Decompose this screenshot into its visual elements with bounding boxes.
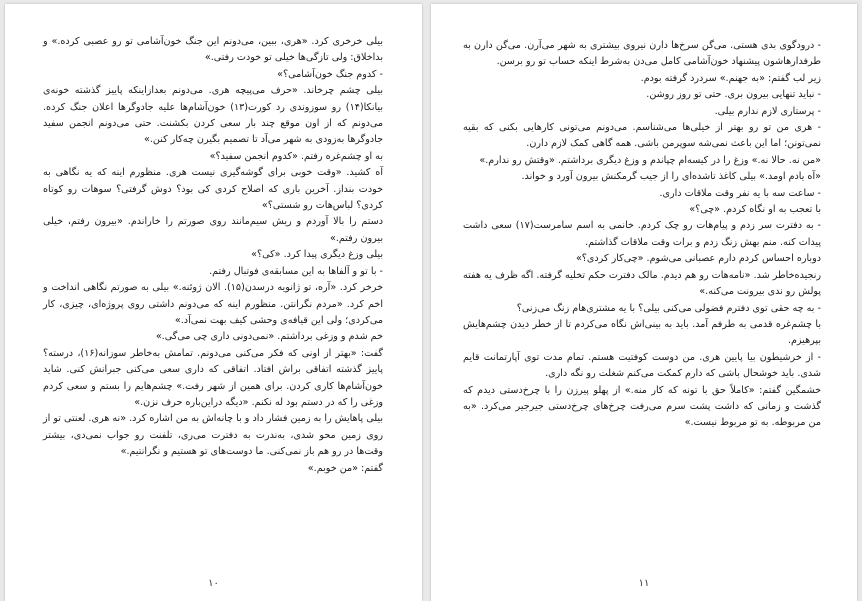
right-page [431, 4, 857, 601]
paragraph: - نباید تنهایی بیرون بری. حتی تو روز روشن. [646, 89, 821, 101]
paragraph: دوباره احساس کردم دارم عصبانی می‌شوم. «چی‌کار کردی؟» [575, 253, 821, 265]
right-page-text [463, 38, 821, 432]
paragraph: دستم را بالا آوردم و ریش سیم‌مانند روی صورتم را خاراندم. «بیرون رفتم، خیلی بیرون رفتم.» [43, 216, 383, 244]
paragraph: بیلی پاهایش را به زمین فشار داد و با چانه‌اش به من اشاره کرد. «نه هری. لعنتی تو از روی زمین محو شدی، به‌ندرت به دفترت می‌ری، تلفنت رو جواب نمی‌دی، بیشتر وقت‌ها در رو هم باز نمی‌کنی. ما دوست‌های تو هستیم و نگرانتیم.» [43, 413, 383, 458]
paragraph: - پرستاری لازم ندارم بیلی. [714, 105, 821, 117]
paragraph: بیلی چشم چرخاند. «حرف می‌پیچه هری. می‌دونم بعدازاینکه پاییز گذشته خونه‌ی بیانکا(۱۴) رو سوزوندی رد کورت(۱۳) خون‌آشام‌ها علیه جادوگرها اعلان جنگ کرده. می‌دونم که از اون موقع چند بار سعی کردن بکشنت. حتی می‌دونم انجمن سفید جادوگرها به‌زودی به شهر می‌آد تا تصمیم بگیرن چه‌کار کنن.» [43, 85, 383, 146]
paragraph: بیلی خرخری کرد. «هری، ببین، می‌دونم این جنگ خون‌آشامی تو رو عصبی کرده.» و بداخلاق: ولی تازگی‌ها خیلی تو خودت رفتی.» [43, 36, 383, 64]
paragraph: - ساعت سه با یه نفر وقت ملاقات داری. [659, 187, 821, 199]
paragraph: خشمگین گفتم: «کاملاً حق با تونه که کار منه.» از پهلو پیرزن را با چرخ‌دستی دیدم که گذشت و زمانی که داشت پشت سرم می‌رفت چرخ‌های چرخ‌دستی جیرجیر می‌کرد. «به من مربوطه. به تو مربوط نیست.» [463, 384, 821, 429]
paragraph: با تعجب به او نگاه کردم. «چی؟» [689, 204, 821, 216]
paragraph: بیلی وزغ دیگری پیدا کرد. «کی؟» [251, 249, 383, 261]
paragraph: - درودگوی بدی هستی. می‌گن سرخ‌ها دارن نیروی بیشتری به شهر می‌آرن. می‌گن دارن به طرفدارهاشون پیشنهاد خون‌آشامی کامل می‌دن به‌شرط اینکه حساب تو رو برسن. [463, 40, 821, 68]
paragraph: با چشم‌غره قدمی به طرفم آمد. باید به بینی‌اش نگاه می‌کردم تا از خطر دیدن چشم‌هایش بپرهیزم. [463, 318, 821, 347]
paragraph: گفتم: «من خوبم.» [307, 462, 383, 474]
paragraph: خرخر کرد. «آره، تو ژانویه درسدن(۱۵). الان ژوئنه.» بیلی به صورتم نگاهی انداخت و اخم کرد. «مردم نگرانتن. منظورم اینه که می‌دونم داشتی روی پروژه‌ای، چیزی، کار می‌کردی؛ ولی این قیافه‌ی وحشی کیف بهت نمی‌آد.» [43, 282, 383, 326]
page-number: ۱۰ [208, 578, 219, 589]
paragraph: - از خرشیطون بیا پایین هری. من دوست کوفتیت هستم. تمام مدت توی آپارتمانت قایم شدی. باید خوشحال باشی که دارم کمکت می‌کنم شغلت رو نگه داری. [463, 351, 821, 380]
paragraph: «من نه. حالا نه.» وزغ را در کیسه‌ام چپاندم و وزغ دیگری برداشتم. «وقتش رو ندارم.» [479, 154, 821, 166]
paragraph: خم شدم و وزغی برداشتم. «نمی‌دونی داری چی می‌گی.» [155, 331, 383, 343]
paragraph: «آه یادم اومد.» بیلی کاغذ تاشده‌ای را از جیب گرمکنش بیرون آورد و خواند. [521, 171, 821, 183]
paragraph: - به دفترت سر زدم و پیام‌هات رو چک کردم. خانمی به اسم سامرست(۱۷) سعی داشت پیدات کنه. منم بهش زنگ زدم و برات وقت ملاقات گذاشتم. [463, 220, 821, 248]
paragraph: زیر لب گفتم: «به جهنم.» سردرد گرفته بودم. [640, 72, 821, 84]
paragraph: - با تو و آلفاها به این مسابقه‌ی فوتبال رفتم. [209, 265, 383, 277]
paragraph: - هری من تو رو بهتر از خیلی‌ها می‌شناسم. می‌دونم می‌تونی کارهایی بکنی که بقیه نمی‌تونن؛ اما این باعث نمی‌شه سوپرمن باشی. همه گاهی کمک لازم دارن. [463, 122, 821, 150]
left-page [5, 4, 422, 601]
page-number: ۱۱ [638, 578, 650, 589]
paragraph: - به چه حقی توی دفترم فضولی می‌کنی بیلی؟ با یه مشتری‌هام زنگ می‌زنی؟ [516, 302, 821, 314]
paragraph: رنجیده‌خاطر شد. «نامه‌هات رو هم دیدم. مالک دفترت حکم تخلیه گرفته. اگه ظرف یه هفته پولش رو ندی بیرونت می‌کنه.» [463, 269, 821, 298]
paragraph: به او چشم‌غره رفتم. «کدوم انجمن سفید؟» [209, 150, 383, 162]
paragraph: - کدوم جنگ خون‌آشامی؟» [277, 68, 383, 80]
paragraph: آه کشید. «وقت خوبی برای گوشه‌گیری نیست هری. منظورم اینه که یه نگاهی به خودت بنداز. آخرین باری که اصلاح کردی کی بود؟ دوش گرفتی؟ سوهات رو کوتاه کردی؟ لباس‌هات رو شستی؟» [43, 167, 383, 212]
left-page-text [43, 34, 383, 477]
paragraph: گفت: «بهتر از اونی که فکر می‌کنی می‌دونم. تمامش به‌خاطر سوزانه(۱۶)، درسته؟ پاییز گذشته اتفاقی براش افتاد. اتفاقی که داری سعی می‌کنی جبرانش کنی. شاید خون‌آشام‌ها کاری کردن. برای همین از شهر رفت.» چشم‌هایم را بستم و سعی کردم وزغی را که در دستم بود له نکنم. «دیگه دراین‌باره حرف نزن.» [43, 347, 383, 408]
